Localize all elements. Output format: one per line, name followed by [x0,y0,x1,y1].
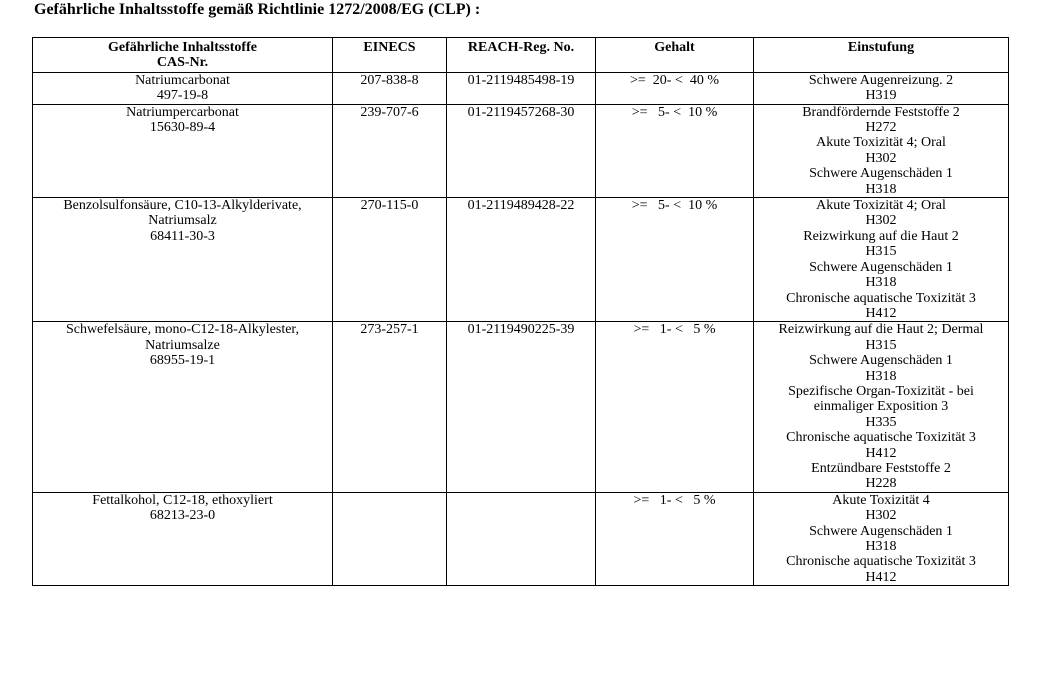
classification-line: Chronische aquatische Toxizität 3 [786,290,976,306]
header-einecs: EINECS [333,38,447,73]
ingredient-cell [33,198,333,322]
table-row [33,322,1009,492]
header-gehalt: Gehalt [596,38,754,73]
reach-cell: 01-2119490225-39 [447,322,596,492]
table-row [33,104,1009,197]
cas-number: 497-19-8 [156,88,209,104]
gehalt-cell: >= 5- < 10 % [596,198,754,322]
header-reach: REACH-Reg. No. [447,38,596,73]
classification-line: Akute Toxizität 4; Oral [816,198,946,214]
classification-line: H302 [865,508,897,524]
classification-line: Schwere Augenschäden 1 [809,523,953,539]
ingredient-name: Schwefelsäure, mono-C12-18-Alkylester, [65,322,300,338]
classification-line: Schwere Augenschäden 1 [809,166,953,182]
einecs-cell: 207-838-8 [333,72,447,104]
einecs-cell [333,492,447,585]
section-heading: Gefährliche Inhaltsstoffe gemäß Richtlinie 1272/2008/EG (CLP) : [34,1,481,18]
header-einstufung: Einstufung [754,38,1009,73]
header-ingredients [33,38,333,73]
gehalt-cell: >= 1- < 5 % [596,322,754,492]
ingredient-cell [33,72,333,104]
classification-line: einmaliger Exposition 3 [813,399,949,415]
reach-cell: 01-2119489428-22 [447,198,596,322]
gehalt-cell: >= 5- < 10 % [596,104,754,197]
reach-cell [447,492,596,585]
einecs-cell: 270-115-0 [333,198,447,322]
classification-line: H302 [865,213,897,229]
ingredient-name: Natriumcarbonat [135,72,230,88]
cas-number: 68213-23-0 [149,508,216,524]
ingredient-cell [33,104,333,197]
einstufung-cell [754,104,1009,197]
cas-number: 68411-30-3 [150,228,215,244]
classification-line: Reizwirkung auf die Haut 2; Dermal [778,322,984,338]
classification-line: H412 [865,445,897,461]
classification-line: H335 [865,414,897,430]
classification-line: Akute Toxizität 4 [832,492,930,508]
table-body [33,72,1009,585]
classification-line: H302 [865,150,897,166]
einecs-cell: 239-707-6 [333,104,447,197]
table-row [33,198,1009,322]
classification-line: H315 [865,337,897,353]
classification-line: H228 [865,476,897,492]
ingredient-cell [33,322,333,492]
classification-line: Reizwirkung auf die Haut 2 [803,228,959,244]
classification-line: Schwere Augenschäden 1 [809,259,953,275]
classification-line: H318 [865,368,897,384]
header-cas-label: CAS-Nr. [156,55,209,71]
classification-line: Chronische aquatische Toxizität 3 [786,554,976,570]
ingredient-name: Natriumsalz [148,213,217,229]
classification-line: Brandfördernde Feststoffe 2 [802,104,960,120]
einstufung-cell [754,492,1009,585]
einstufung-cell [754,198,1009,322]
classification-line: H318 [865,275,897,291]
ingredient-name: Natriumpercarbonat [126,104,239,120]
reach-cell: 01-2119457268-30 [447,104,596,197]
table-row [33,492,1009,585]
hazardous-ingredients-table [32,37,1009,586]
gehalt-cell: >= 20- < 40 % [596,72,754,104]
classification-line: H319 [865,88,897,104]
classification-line: Schwere Augenreizung. 2 [808,72,954,88]
classification-line: Schwere Augenschäden 1 [809,353,953,369]
table-header-row [33,38,1009,73]
classification-line: Akute Toxizität 4; Oral [816,135,946,151]
classification-line: H412 [865,305,897,321]
classification-line: Entzündbare Feststoffe 2 [811,460,951,476]
classification-line: Chronische aquatische Toxizität 3 [786,430,976,446]
cas-number: 68955-19-1 [149,353,216,369]
ingredient-name: Benzolsulfonsäure, C10-13-Alkylderivate, [63,198,302,214]
classification-line: Spezifische Organ-Toxizität - bei [788,383,974,399]
classification-line: H272 [865,120,897,136]
reach-cell: 01-2119485498-19 [447,72,596,104]
ingredient-name: Natriumsalze [145,337,220,353]
cas-number: 15630-89-4 [149,120,216,136]
einstufung-cell [754,322,1009,492]
gehalt-cell: >= 1- < 5 % [596,492,754,585]
table-row [33,72,1009,104]
classification-line: H315 [865,244,897,260]
ingredient-cell [33,492,333,585]
classification-line: H412 [865,569,897,585]
einstufung-cell [754,72,1009,104]
ingredient-name: Fettalkohol, C12-18, ethoxyliert [92,492,273,508]
einecs-cell: 273-257-1 [333,322,447,492]
header-ingredients-label: Gefährliche Inhaltsstoffe [108,40,257,55]
classification-line: H318 [865,181,897,197]
classification-line: H318 [865,539,897,554]
